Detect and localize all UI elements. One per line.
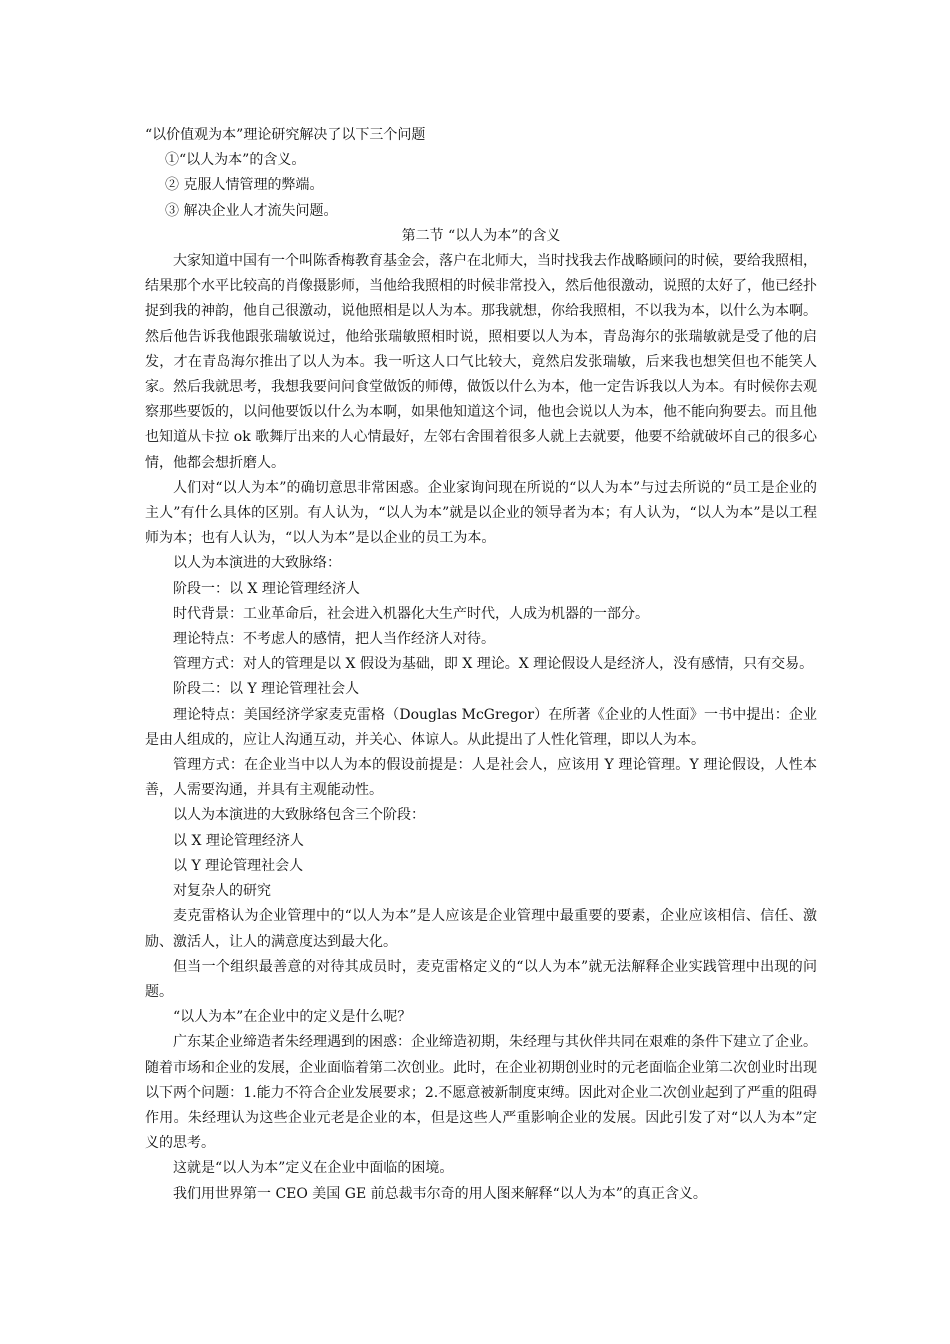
paragraph: 大家知道中国有一个叫陈香梅教育基金会，落户在北师大，当时找我去作战略顾问的时候，要给我照相，结果那个水平比较高的肖像摄影师，当他给我照相的时候非常投入，然后他很激动，说照的太好了，他已经扑捉到我的神韵，他自己很激动，说他照相是以人为本。那我就想，你给我照相，不以我为本，以什么为本啊。然后他告诉我他跟张瑞敏说过，他给张瑞敏照相时说，照相要以人为本，青岛海尔的张瑞敏就是受了他的启发，才在青岛海尔推出了以人为本。我一听这人口气比较大，竟然启发张瑞敏，后来我也想笑但也不能笑人家。然后我就思考，我想我要问问食堂做饭的师傅，做饭以什么为本，他一定告诉我以人为本。有时候你去观察那些要饭的，以问他要饭以什么为本啊，如果他知道这个词，他也会说以人为本，他不能向狗要去。而且他也知道从卡拉 ok 歌舞厅出来的人心情最好，左邻右舍围着很多人就上去就要，他要不给就破坏自己的很多心情，他都会想折磨人。 — [145, 253, 817, 471]
list-item: 以 Y 理论管理社会人 — [173, 857, 304, 874]
list-item: 对复杂人的研究 — [173, 883, 271, 900]
intro-heading: “以价值观为本”理论研究解决了以下三个问题 — [145, 127, 426, 143]
paragraph: 管理方式：对人的管理是以 X 假设为基础，即 X 理论。X 理论假设人是经济人，没有感情，只有交易。 — [173, 656, 814, 673]
intro-item-3: ③ 解决企业人才流失问题。 — [165, 202, 338, 219]
paragraph: 理论特点：美国经济学家麦克雷格（Douglas McGregor）在所著《企业的人性面》一书中提出：企业是由人组成的，应让人沟通互动，并关心、体谅人。从此提出了人性化管理，即以人为本。 — [145, 706, 817, 748]
stage-heading: 阶段一：以 X 理论管理经济人 — [173, 580, 360, 597]
paragraph: 广东某企业缔造者朱经理遇到的困惑：企业缔造初期，朱经理与其伙伴共同在艰难的条件下建立了企业。随着市场和企业的发展，企业面临着第二次创业。此时，在企业初期创业时的元老面临企业第二次创业时出现以下两个问题：1.能力不符合企业发展要求；2.不愿意被新制度束缚。因此对企业二次创业起到了严重的阻碍作用。朱经理认为这些企业元老是企业的本，但是这些人严重影响企业的发展。因此引发了对“以人为本”定义的思考。 — [145, 1034, 817, 1152]
paragraph: 管理方式：在企业当中以人为本的假设前提是：人是社会人，应该用 Y 理论管理。Y 理论假设，人性本善，人需要沟通，并具有主观能动性。 — [145, 757, 817, 799]
question-heading: “以人为本”在企业中的定义是什么呢？ — [173, 1009, 412, 1026]
paragraph: 麦克雷格认为企业管理中的“以人为本”是人应该是企业管理中最重要的要素，企业应该相信、信任、激励、激活人，让人的满意度达到最大化。 — [145, 908, 817, 950]
section-title: 第二节 “以人为本”的含义 — [401, 227, 561, 244]
paragraph: 但当一个组织最善意的对待其成员时，麦克雷格定义的“以人为本”就无法解释企业实践管理中出现的问题。 — [145, 958, 817, 1000]
stage-heading: 阶段二：以 Y 理论管理社会人 — [173, 681, 360, 698]
intro-item-1: ①“以人为本”的含义。 — [165, 152, 306, 169]
paragraph: 我们用世界第一 CEO 美国 GE 前总裁韦尔奇的用人图来解释“以人为本”的真正含义。 — [173, 1185, 707, 1202]
paragraph: 时代背景：工业革命后，社会进入机器化大生产时代，人成为机器的一部分。 — [173, 605, 649, 622]
paragraph: 以人为本演进的大致脉络包含三个阶段： — [173, 807, 425, 824]
paragraph: 这就是“以人为本”定义在企业中面临的困境。 — [173, 1160, 454, 1177]
intro-item-2: ② 克服人情管理的弊端。 — [165, 177, 324, 194]
paragraph: 以人为本演进的大致脉络： — [173, 555, 341, 572]
list-item: 以 X 理论管理经济人 — [173, 832, 304, 849]
document-body — [145, 123, 817, 1207]
paragraph: 理论特点：不考虑人的感情，把人当作经济人对待。 — [173, 631, 495, 648]
paragraph: 人们对“以人为本”的确切意思非常困惑。企业家询问现在所说的“以人为本”与过去所说的“员工是企业的主人”有什么具体的区别。有人认为，“以人为本”就是以企业的领导者为本；有人认为，“以人为本”是以工程师为本；也有人认为，“以人为本”是以企业的员工为本。 — [145, 479, 817, 547]
